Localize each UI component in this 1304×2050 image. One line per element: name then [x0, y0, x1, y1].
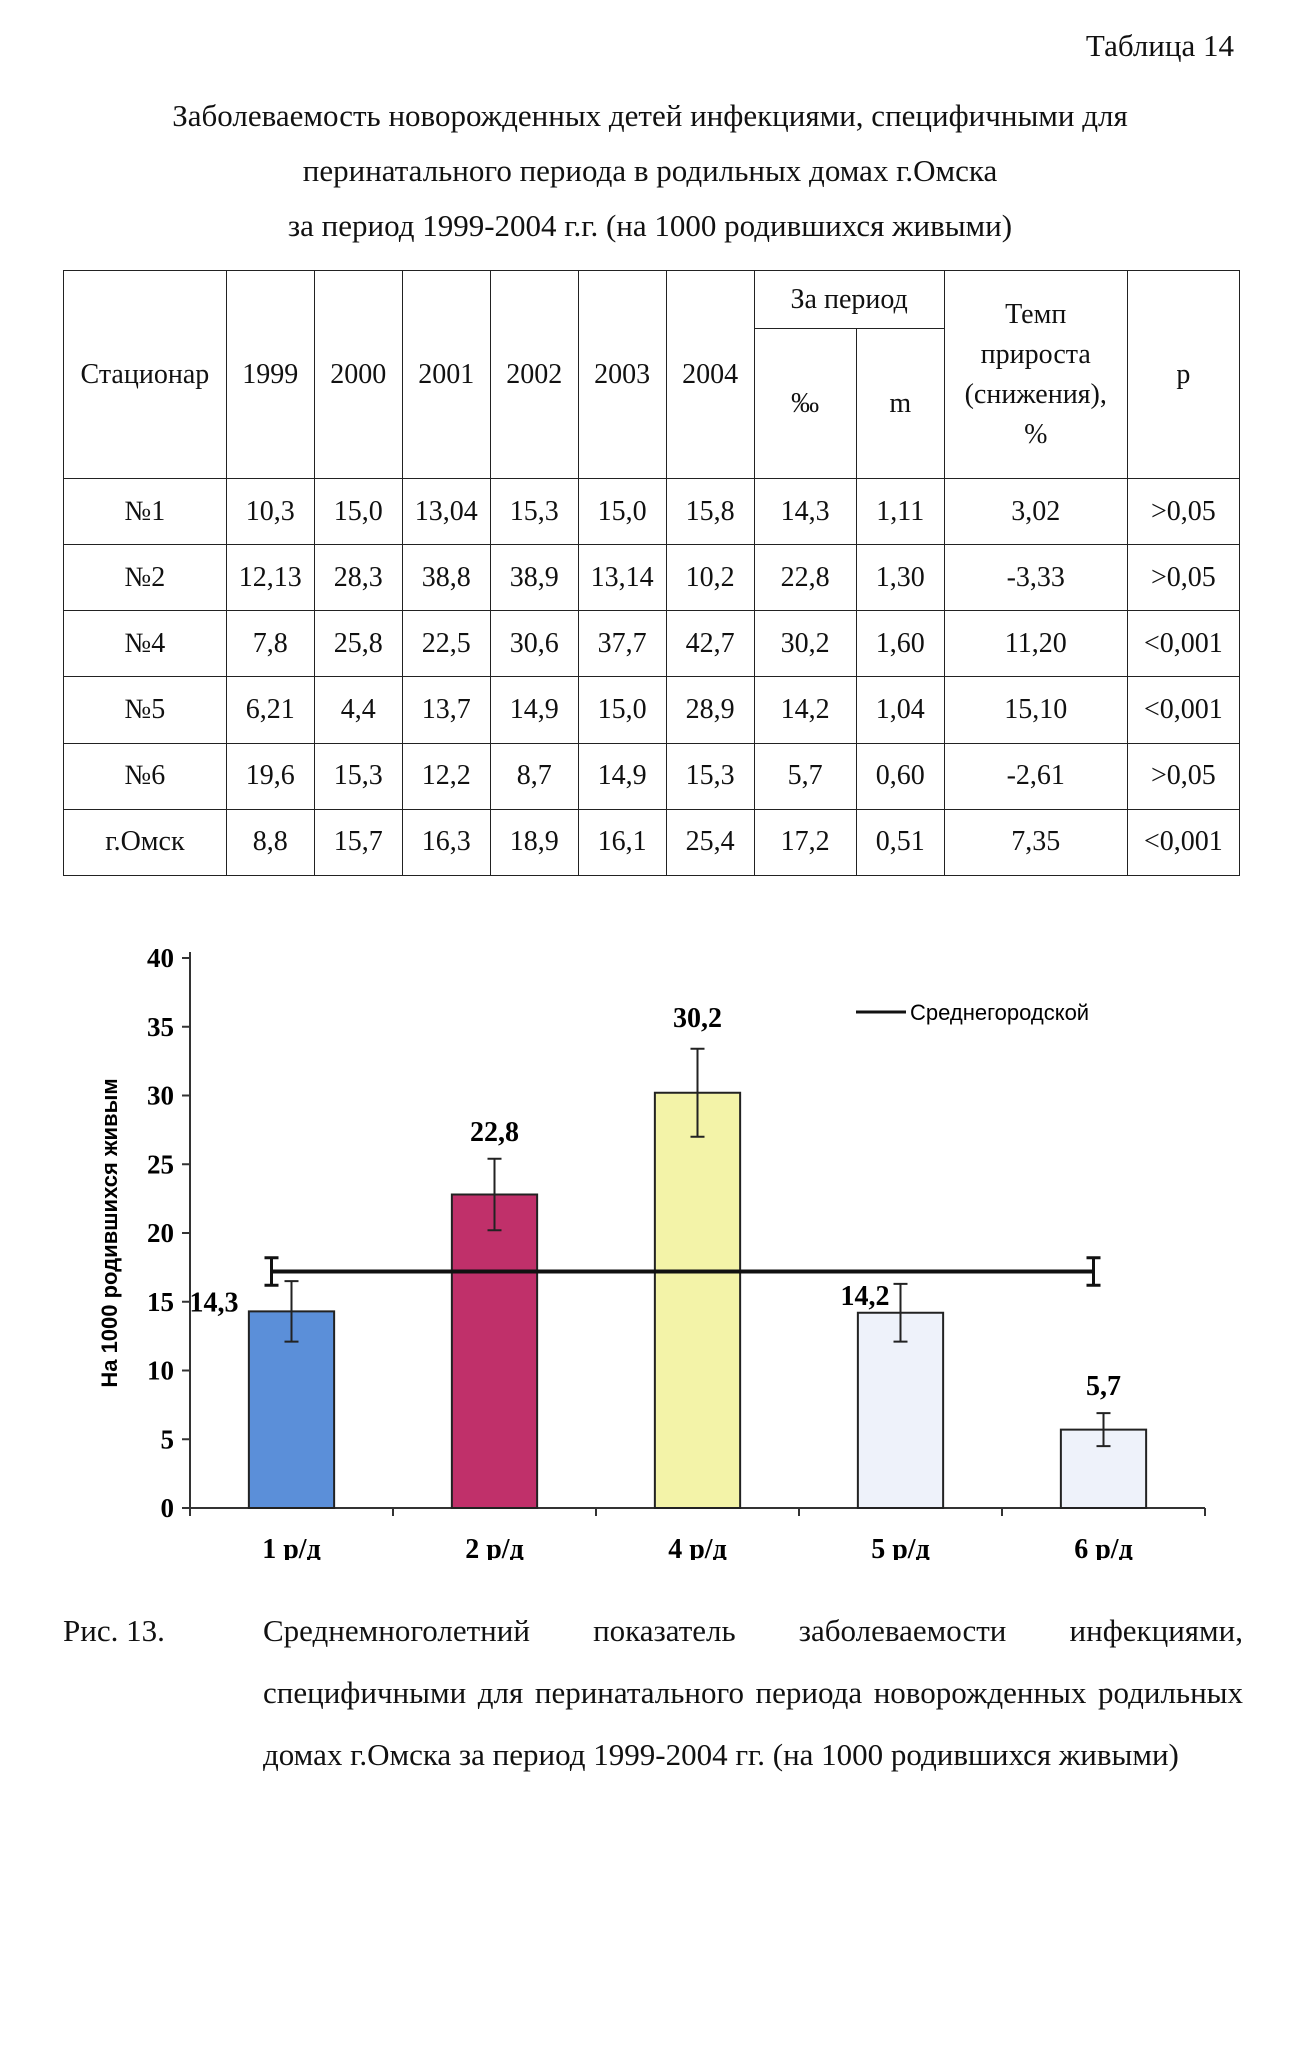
table-cell: 25,4 [666, 809, 754, 875]
table-cell: 15,3 [490, 479, 578, 545]
row-station-cell: №6 [64, 743, 227, 809]
table-cell: 30,6 [490, 611, 578, 677]
title-line-1: Заболеваемость новорожденных детей инфекциями, специфичными для [172, 98, 1128, 133]
table-cell: 13,04 [402, 479, 490, 545]
y-tick-label: 10 [147, 1355, 174, 1386]
table-cell: 17,2 [754, 809, 856, 875]
y-tick-label: 0 [160, 1493, 174, 1523]
header-period: За период [754, 271, 944, 329]
table-cell: <0,001 [1127, 809, 1239, 875]
morbidity-table [63, 270, 1240, 876]
table-row [64, 479, 1240, 545]
header-year-2003: 2003 [578, 271, 666, 479]
y-tick-label: 40 [147, 943, 174, 973]
table-cell: 12,2 [402, 743, 490, 809]
table-cell: 15,10 [944, 677, 1127, 743]
table-title [60, 88, 1240, 253]
y-tick-label: 30 [147, 1080, 174, 1111]
y-tick-label: 15 [147, 1286, 174, 1317]
table-cell: 38,9 [490, 545, 578, 611]
header-growth-line-4: % [1024, 418, 1048, 450]
table-cell: 10,3 [226, 479, 314, 545]
table-cell: -3,33 [944, 545, 1127, 611]
header-year-2002: 2002 [490, 271, 578, 479]
y-tick-label: 25 [147, 1149, 174, 1180]
table-cell: 42,7 [666, 611, 754, 677]
table-cell: >0,05 [1127, 743, 1239, 809]
table-cell: 1,11 [856, 479, 944, 545]
table-cell: 19,6 [226, 743, 314, 809]
table-cell: 25,8 [314, 611, 402, 677]
chart-legend [856, 1000, 1089, 1025]
table-cell: 13,14 [578, 545, 666, 611]
value-label: 5,7 [1086, 1371, 1121, 1403]
value-label: 14,3 [189, 1287, 239, 1319]
table-row [64, 611, 1240, 677]
table-cell: 0,60 [856, 743, 944, 809]
table-number-label: Таблица 14 [1085, 28, 1234, 63]
table-cell: 1,30 [856, 545, 944, 611]
table-body [64, 479, 1240, 876]
figure-number: Рис. 13. [63, 1613, 165, 1648]
figure-caption [63, 1600, 1243, 1786]
table-cell: 0,51 [856, 809, 944, 875]
figure-caption-text: Среднемноголетний показатель заболеваемости инфекциями, специфичными для перинатального периода новорожденных родильных домах г.Омска за период 1999-2004 гг. (на 1000 родившихся живыми) [263, 1613, 1243, 1772]
header-permille: ‰ [754, 329, 856, 479]
table-cell: 8,7 [490, 743, 578, 809]
table-cell: 37,7 [578, 611, 666, 677]
y-axis-title: На 1000 родившихся живым [97, 1078, 122, 1388]
row-station-cell: №4 [64, 611, 227, 677]
row-station-cell: №5 [64, 677, 227, 743]
table-cell: 15,8 [666, 479, 754, 545]
table-cell: 14,9 [578, 743, 666, 809]
table-cell: 14,9 [490, 677, 578, 743]
value-label: 22,8 [470, 1116, 519, 1148]
y-tick-label: 20 [147, 1218, 174, 1248]
header-growth [944, 271, 1127, 479]
table-cell: <0,001 [1127, 611, 1239, 677]
table-cell: 6,21 [226, 677, 314, 743]
chart-bars [249, 1049, 1146, 1508]
table-cell: 7,35 [944, 809, 1127, 875]
table-cell: 15,3 [666, 743, 754, 809]
chart-canvas [0, 920, 1304, 1560]
category-label: 2 р/д [465, 1534, 524, 1560]
table-cell: 4,4 [314, 677, 402, 743]
header-station: Стационар [64, 271, 227, 479]
bar [452, 1195, 537, 1509]
table-row [64, 809, 1240, 875]
table-cell: >0,05 [1127, 545, 1239, 611]
table-cell: 38,8 [402, 545, 490, 611]
header-growth-line-2: прироста [980, 338, 1091, 370]
value-label: 14,2 [840, 1280, 890, 1312]
table-cell: 12,13 [226, 545, 314, 611]
table-cell: 30,2 [754, 611, 856, 677]
table-cell: 16,1 [578, 809, 666, 875]
table-cell: 14,2 [754, 677, 856, 743]
title-line-3: за период 1999-2004 г.г. (на 1000 родившихся живыми) [287, 208, 1013, 243]
header-growth-line-1: Темп [1005, 298, 1067, 330]
table-cell: 1,04 [856, 677, 944, 743]
table-cell: 16,3 [402, 809, 490, 875]
table-cell: 5,7 [754, 743, 856, 809]
y-tick-label: 5 [160, 1424, 174, 1455]
table-row [64, 743, 1240, 809]
row-station-cell: г.Омск [64, 809, 227, 875]
table-cell: 22,8 [754, 545, 856, 611]
table-row [64, 677, 1240, 743]
table-cell: 22,5 [402, 611, 490, 677]
table-cell: 8,8 [226, 809, 314, 875]
y-tick-label: 35 [147, 1011, 174, 1042]
value-label: 30,2 [673, 1002, 722, 1034]
bar [655, 1093, 740, 1508]
table-cell: -2,61 [944, 743, 1127, 809]
table-cell: <0,001 [1127, 677, 1239, 743]
table-cell: 28,3 [314, 545, 402, 611]
category-label: 5 р/д [871, 1534, 930, 1560]
row-station-cell: №2 [64, 545, 227, 611]
header-m: m [856, 329, 944, 479]
category-label: 1 р/д [262, 1534, 321, 1560]
table-cell: 13,7 [402, 677, 490, 743]
header-p: р [1127, 271, 1239, 479]
table-cell: 14,3 [754, 479, 856, 545]
table-cell: 28,9 [666, 677, 754, 743]
table-cell: 15,0 [578, 677, 666, 743]
title-line-2: перинатального периода в родильных домах г.Омска [302, 153, 998, 188]
table-cell: >0,05 [1127, 479, 1239, 545]
header-year-2004: 2004 [666, 271, 754, 479]
table-cell: 10,2 [666, 545, 754, 611]
table-cell: 15,3 [314, 743, 402, 809]
header-growth-line-3: (снижения), [964, 378, 1107, 410]
table-row [64, 545, 1240, 611]
header-year-2000: 2000 [314, 271, 402, 479]
header-year-2001: 2001 [402, 271, 490, 479]
category-label: 4 р/д [668, 1534, 727, 1560]
table-cell: 3,02 [944, 479, 1127, 545]
category-label: 6 р/д [1074, 1534, 1133, 1560]
table-cell: 1,60 [856, 611, 944, 677]
bar-chart [0, 920, 1304, 1560]
row-station-cell: №1 [64, 479, 227, 545]
table-cell: 11,20 [944, 611, 1127, 677]
table-cell: 7,8 [226, 611, 314, 677]
table-cell: 15,0 [314, 479, 402, 545]
table-cell: 15,0 [578, 479, 666, 545]
legend-label: Среднегородской [910, 1000, 1090, 1025]
table-cell: 15,7 [314, 809, 402, 875]
header-year-1999: 1999 [226, 271, 314, 479]
table-cell: 18,9 [490, 809, 578, 875]
